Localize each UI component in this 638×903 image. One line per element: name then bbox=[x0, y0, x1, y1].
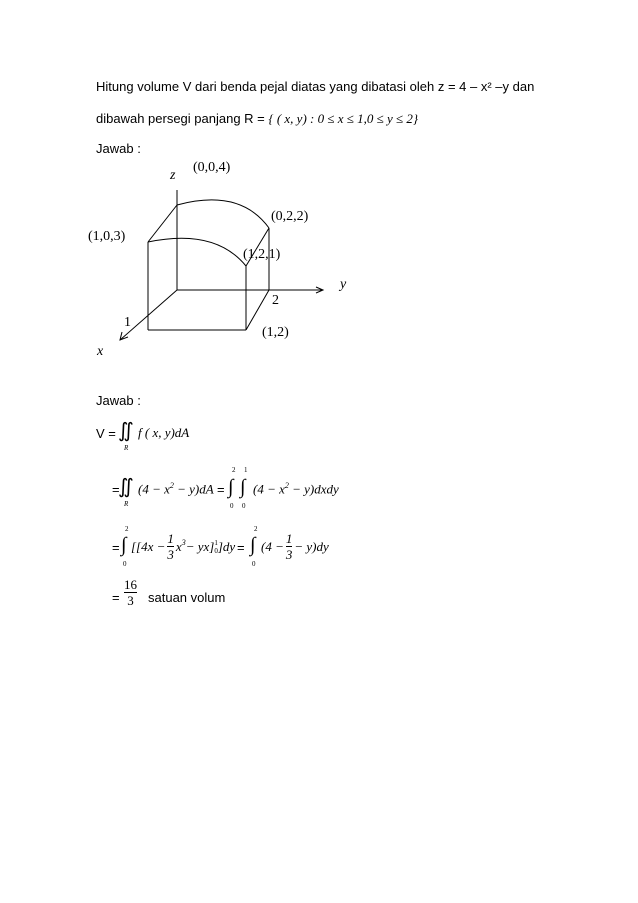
upper-limit-y: 2 bbox=[232, 466, 236, 474]
region-r-1: R bbox=[124, 444, 129, 452]
v-label: V = bbox=[96, 426, 116, 441]
problem-line-1: Hitung volume V dari benda pejal diatas yang dibatasi oleh z = 4 – x² –y dan bbox=[96, 79, 535, 94]
expr-3-part-c: − yx] bbox=[185, 538, 215, 554]
region-r-2: R bbox=[124, 500, 129, 508]
expr-3-part-b: x bbox=[175, 538, 182, 554]
expr-3-part-d: ]dy bbox=[217, 538, 236, 554]
axis-y-label: y bbox=[340, 277, 347, 292]
integrand-1: f ( x, y)dA bbox=[138, 425, 190, 440]
point-103: (1,0,3) bbox=[88, 229, 126, 244]
upper-limit-x: 1 bbox=[244, 466, 248, 474]
sup-3: 3 bbox=[181, 538, 186, 547]
integral-3: ∫ bbox=[121, 534, 127, 556]
jawab-label-2: Jawab : bbox=[96, 393, 141, 408]
point-12: (1,2) bbox=[262, 325, 289, 340]
integrand-2a bbox=[138, 481, 214, 497]
lower-limit-x: 0 bbox=[242, 502, 246, 510]
integrand-2b-tail: − y)dxdy bbox=[288, 481, 339, 497]
expr-3-part-a: [[4x − bbox=[131, 538, 166, 554]
expression-3b bbox=[261, 532, 329, 561]
lower-limit-3b: 0 bbox=[252, 560, 256, 568]
lower-limit-y: 0 bbox=[230, 502, 234, 510]
double-integral-1: ∬ bbox=[118, 420, 134, 442]
axis-x-label: x bbox=[97, 344, 104, 359]
result-fraction bbox=[124, 578, 137, 607]
equals-3b: = bbox=[237, 540, 245, 555]
equals-3: = bbox=[112, 540, 120, 555]
jawab-label-1: Jawab : bbox=[96, 141, 141, 156]
fraction-16-3 bbox=[124, 578, 137, 607]
tick-2: 2 bbox=[272, 293, 279, 308]
integrand-2a-tail: − y)dA bbox=[173, 481, 214, 497]
frac-num-a: 1 bbox=[167, 531, 174, 546]
base-right bbox=[246, 290, 269, 330]
frac-num-b: 1 bbox=[285, 531, 293, 546]
top-curve-back bbox=[177, 200, 269, 228]
point-004: (0,0,4) bbox=[193, 160, 231, 175]
problem-line-2-text: dibawah persegi panjang R = bbox=[96, 111, 269, 126]
upper-limit-3: 2 bbox=[125, 525, 129, 533]
integrand-2b bbox=[253, 481, 339, 497]
tick-1: 1 bbox=[124, 315, 131, 330]
sup-2b: 2 bbox=[284, 481, 289, 490]
expression-3 bbox=[131, 532, 235, 561]
double-integral-2: ∬ bbox=[118, 476, 134, 498]
axis-z-label: z bbox=[170, 168, 176, 183]
fraction-one-third-a bbox=[167, 532, 174, 561]
top-curve-front bbox=[148, 238, 246, 266]
integrand-2a-text: (4 − x bbox=[138, 481, 170, 497]
equals-4: = bbox=[112, 590, 120, 605]
frac-den-b: 3 bbox=[285, 547, 293, 562]
expr-3b-part-b: − y)dy bbox=[294, 538, 329, 554]
integral-3b: ∫ bbox=[250, 534, 256, 556]
equals-2: = bbox=[112, 482, 120, 497]
result-unit: satuan volum bbox=[148, 590, 226, 605]
result-den: 3 bbox=[127, 593, 134, 608]
sup-2a: 2 bbox=[169, 481, 174, 490]
result-num: 16 bbox=[124, 577, 137, 592]
frac-den-a: 3 bbox=[167, 547, 174, 562]
integral-outer-2: ∫ bbox=[228, 476, 234, 498]
lower-limit-3: 0 bbox=[123, 560, 127, 568]
top-edge-left bbox=[148, 205, 177, 242]
integral-inner-2: ∫ bbox=[240, 476, 246, 498]
integrand-2b-text: (4 − x bbox=[253, 481, 285, 497]
point-022: (0,2,2) bbox=[271, 209, 309, 224]
region-set: { ( x, y) : 0 ≤ x ≤ 1,0 ≤ y ≤ 2} bbox=[268, 111, 419, 126]
eval-lower: 0 bbox=[214, 546, 218, 555]
expr-3b-part-a: (4 − bbox=[261, 538, 284, 554]
equals-2b: = bbox=[217, 482, 225, 497]
fraction-one-third-b bbox=[286, 532, 293, 561]
point-121: (1,2,1) bbox=[243, 247, 281, 262]
upper-limit-3b: 2 bbox=[254, 525, 258, 533]
eval-upper: 1 bbox=[214, 538, 218, 547]
